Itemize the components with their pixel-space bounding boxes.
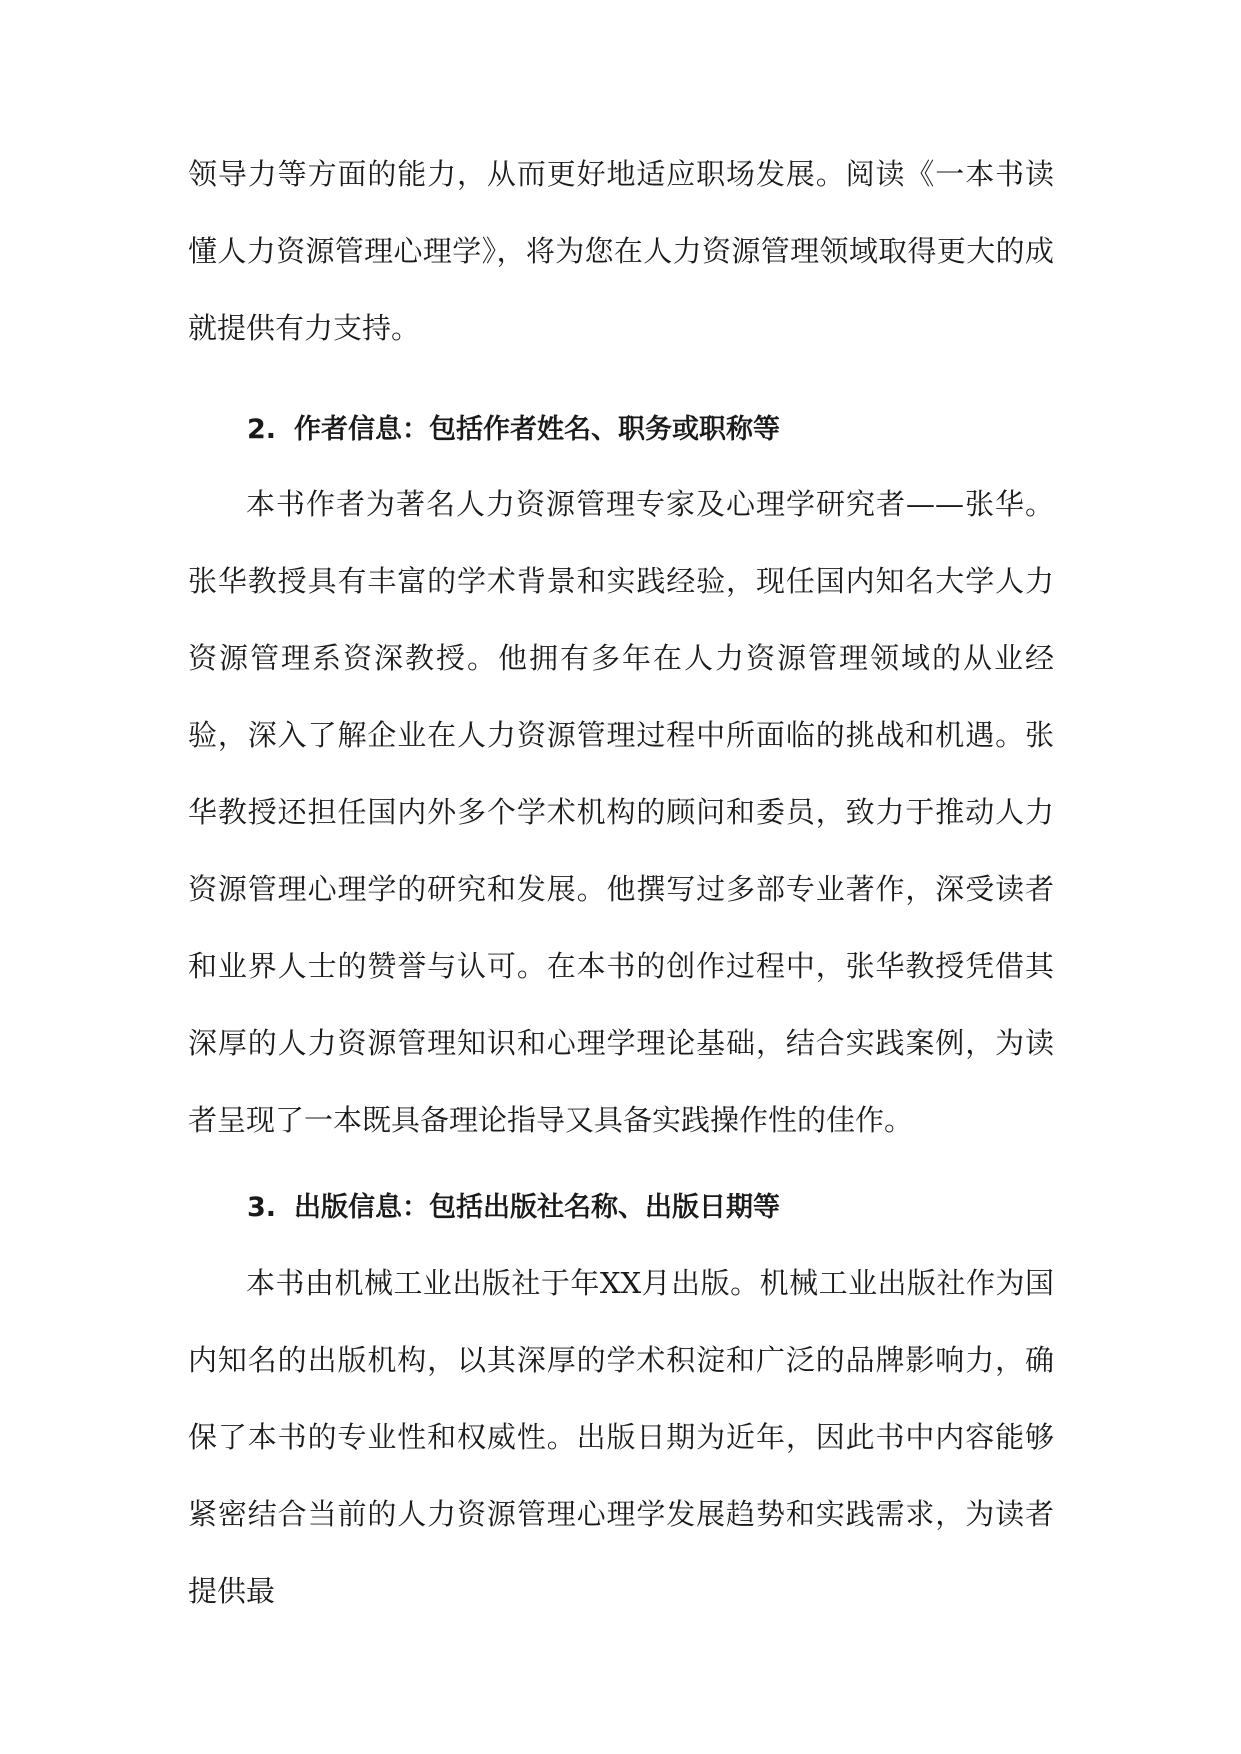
intro-paragraph: 领导力等方面的能力，从而更好地适应职场发展。阅读《一本书读懂人力资源管理心理学》，将为您在人力资源管理领域取得更大的成就提供有力支持。 (188, 157, 1054, 345)
publication-paragraph: 本书由机械工业出版社于年XX月出版。机械工业出版社作为国内知名的出版机构，以其深厚的学术积淀和广泛的品牌影响力，确保了本书的专业性和权威性。出版日期为近年，因此书中内容能够紧密结合当前的人力资源管理心理学发展趋势和实践需求，为读者提供最 (188, 1266, 1054, 1608)
section-heading-author (247, 410, 1047, 450)
section-number: 3. (247, 1192, 277, 1223)
author-paragraph: 本书作者为著名人力资源管理专家及心理学研究者——张华。张华教授具有丰富的学术背景和实践经验，现任国内知名大学人力资源管理系资深教授。他拥有多年在人力资源管理领域的从业经验，深入了解企业在人力资源管理过程中所面临的挑战和机遇。张华教授还担任国内外多个学术机构的顾问和委员，致力于推动人力资源管理心理学的研究和发展。他撰写过多部专业著作，深受读者和业界人士的赞誉与认可。在本书的创作过程中，张华教授凭借其深厚的人力资源管理知识和心理学理论基础，结合实践案例，为读者呈现了一本既具备理论指导又具备实践操作性的佳作。 (188, 487, 1054, 1137)
section-title: 出版信息：包括出版社名称、出版日期等 (294, 1192, 781, 1223)
section-number: 2. (247, 414, 277, 445)
section-heading-publication (247, 1188, 1047, 1228)
section-title: 作者信息：包括作者姓名、职务或职称等 (294, 414, 781, 445)
